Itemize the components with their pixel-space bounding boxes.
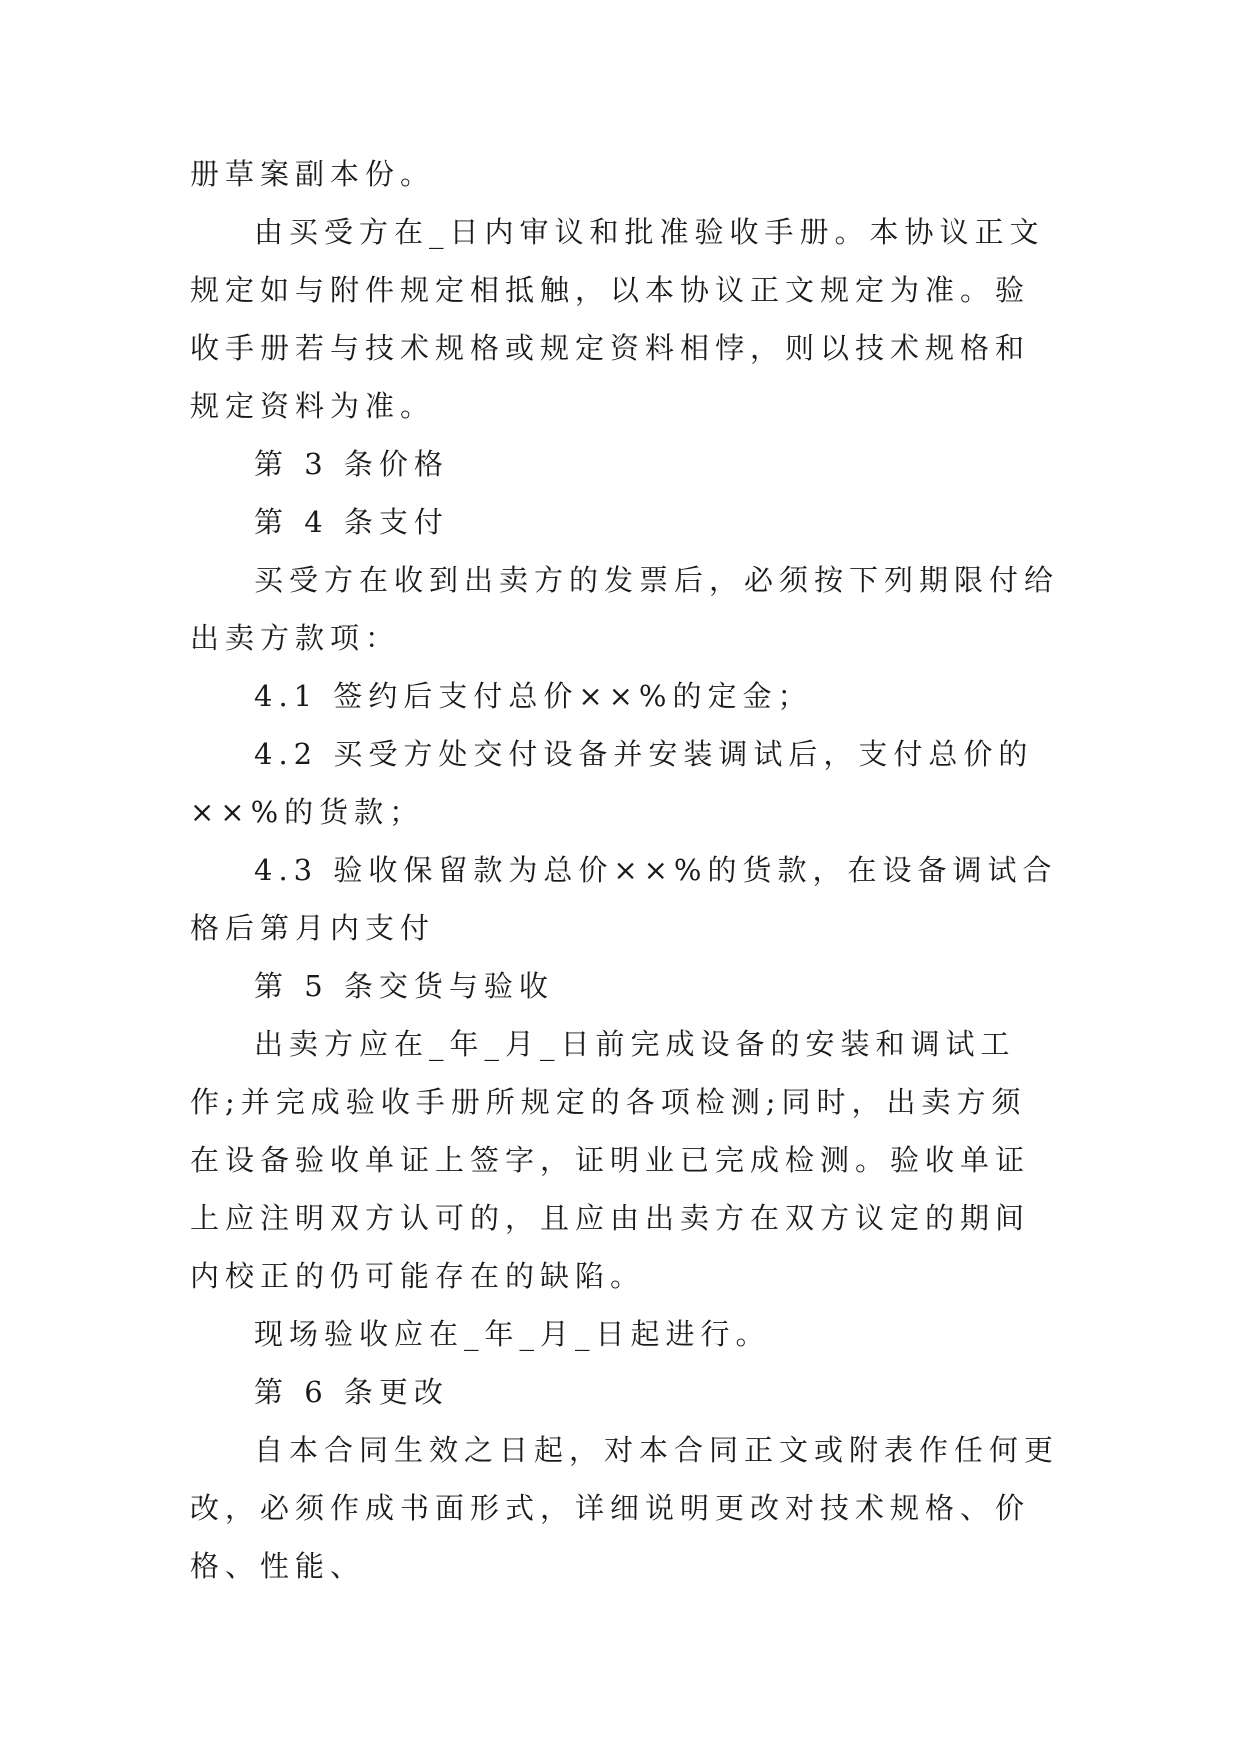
- paragraph-draft-copies: 册草案副本份。: [190, 157, 436, 191]
- heading-article-6-changes: 第 6 条更改: [254, 1375, 449, 1409]
- heading-article-5-delivery: 第 5 条交货与验收: [254, 969, 554, 1003]
- paragraph-changes: 自本合同生效之日起，对本合同正文或附表作任何更改，必须作成书面形式，详细说明更改对技术规格、价格、性能、: [190, 1433, 1060, 1583]
- paragraph-installation: 出卖方应在_年_月_日前完成设备的安装和调试工作;并完成验收手册所规定的各项检测;同时，出卖方须在设备验收单证上签字，证明业已完成检测。验收单证上应注明双方认可的，且应由出卖方在双方议定的期间内校正的仍可能存在的缺陷。: [190, 1027, 1031, 1293]
- paragraph-payment-terms: 买受方在收到出卖方的发票后，必须按下列期限付给出卖方款项：: [190, 563, 1060, 655]
- paragraph-site-acceptance: 现场验收应在_年_月_日起进行。: [254, 1317, 771, 1351]
- heading-article-3-price: 第 3 条价格: [254, 447, 449, 481]
- paragraph-clause-4-1: 4.1 签约后支付总价××%的定金；: [254, 679, 813, 713]
- paragraph-clause-4-2: 4.2 买受方处交付设备并安装调试后，支付总价的××%的货款；: [190, 737, 1034, 829]
- paragraph-acceptance-manual: 由买受方在_日内审议和批准验收手册。本协议正文规定如与附件规定相抵触，以本协议正文规定为准。验收手册若与技术规格或规定资料相悖，则以技术规格和规定资料为准。: [190, 215, 1045, 423]
- document-body: [190, 145, 1060, 1595]
- heading-article-4-payment: 第 4 条支付: [254, 505, 449, 539]
- paragraph-clause-4-3: 4.3 验收保留款为总价××%的货款，在设备调试合格后第月内支付: [190, 853, 1058, 945]
